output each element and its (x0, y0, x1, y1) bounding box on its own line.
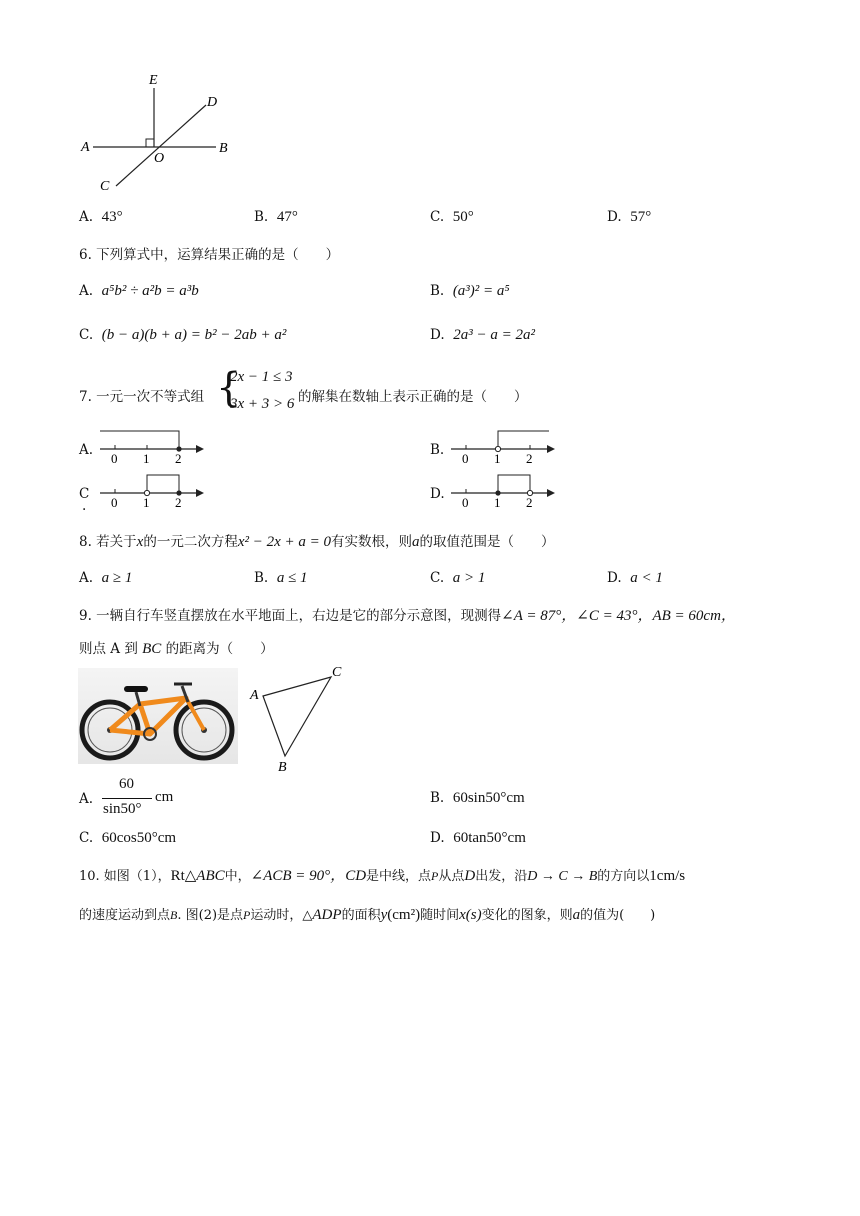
q7-number-line-b (449, 426, 559, 466)
q9-option-a-numerator: 60 (119, 776, 134, 792)
geometry-figure-lines (78, 70, 248, 195)
q7-option-c-dot: . (82, 498, 87, 514)
solution-bracket (498, 431, 549, 449)
q5-option-d: D. 57° (607, 209, 652, 225)
q5-option-a: A. 43° (79, 209, 123, 225)
q7-number-line-a (98, 426, 208, 466)
tick-label-0: 0 (462, 451, 469, 466)
label-O: O (154, 151, 165, 166)
q6-option-c: C. (b − a)(b + a) = b² − 2ab + a² (79, 327, 287, 343)
label-B: B (219, 141, 228, 156)
solution-bracket (147, 475, 179, 493)
q9-option-d: D. 60tan50°cm (430, 830, 526, 846)
q7-inequality-1: 2x − 1 ≤ 3 (230, 369, 293, 385)
solution-bracket (100, 431, 179, 449)
q7-number-line-d (449, 470, 559, 510)
axis-arrow (196, 489, 204, 497)
axis-arrow (547, 489, 555, 497)
q10-line1: 10. 如图（1），Rt△ABC中，∠ACB = 90°，CD是中线，点P从点D出发，沿D → C → B的方向以1cm/s (79, 868, 686, 884)
tick-label-1: 1 (494, 495, 501, 510)
q9-option-a-letter: A. (79, 791, 94, 807)
q9-stem-line1: 9. 一辆自行车竖直摆放在水平地面上，右边是它的部分示意图，现测得∠A = 87°，∠C = 43°，AB = 60cm， (79, 608, 736, 624)
q9-stem-line2: 则点 A 到 BC 的距离为（ ） (79, 641, 274, 657)
tick-label-2: 2 (175, 495, 182, 510)
tick-label-1: 1 (143, 495, 150, 510)
axis-arrow (547, 445, 555, 453)
label-E: E (149, 73, 158, 88)
label-A: A (250, 688, 259, 703)
tick-label-2: 2 (175, 451, 182, 466)
tick-label-1: 1 (494, 451, 501, 466)
bicycle-icon (78, 668, 238, 764)
q6-stem: 6. 下列算式中，运算结果正确的是（ ） (79, 247, 340, 263)
q7-stem-post: 的解集在数轴上表示正确的是（ ） (298, 389, 528, 405)
q8-stem: 8. 若关于x的一元二次方程x² − 2x + a = 0有实数根，则a的取值范围是（ ） (79, 534, 555, 550)
q6-option-b: B. (a³)² = a⁵ (430, 283, 510, 299)
q6-option-d: D. 2a³ − a = 2a² (430, 327, 535, 343)
q7-stem-pre: 7. 一元一次不等式组 (79, 389, 205, 405)
q8-option-b: B. a ≤ 1 (254, 570, 308, 586)
tick-label-1: 1 (143, 451, 150, 466)
q6-option-a: A. a⁵b² ÷ a²b = a³b (79, 283, 199, 299)
bicycle-photo (78, 668, 238, 764)
q7-option-c-letter: C (79, 486, 90, 502)
axis-arrow (196, 445, 204, 453)
q9-option-c: C. 60cos50°cm (79, 830, 177, 846)
tick-label-0: 0 (111, 451, 118, 466)
system-brace: { (216, 365, 242, 411)
triangle-figure (245, 660, 355, 775)
label-C: C (100, 179, 110, 194)
q5-option-c: C. 50° (430, 209, 474, 225)
triangle-ABC (263, 677, 331, 756)
fraction-bar (102, 798, 152, 799)
label-D: D (207, 95, 218, 110)
q8-option-d: D. a < 1 (607, 570, 663, 586)
q10-line2: 的速度运动到点B. 图(2)是点P运动时，△ADP的面积y(cm²)随时间x(s)变化的图象，则a的值为( ) (79, 907, 656, 923)
q7-inequality-2: 3x + 3 > 6 (230, 396, 295, 412)
q7-option-d-letter: D. (430, 486, 445, 502)
label-C: C (332, 665, 342, 680)
right-angle-mark (146, 139, 154, 147)
label-B: B (278, 760, 287, 775)
tick-label-2: 2 (526, 495, 533, 510)
q9-option-a-denominator: sin50° (103, 801, 142, 817)
tick-label-2: 2 (526, 451, 533, 466)
q8-option-c: C. a > 1 (430, 570, 486, 586)
q9-option-b: B. 60sin50°cm (430, 790, 525, 806)
solution-bracket (498, 475, 530, 493)
q8-option-a: A. a ≥ 1 (79, 570, 133, 586)
label-A: A (81, 140, 90, 155)
q7-option-a-letter: A. (79, 442, 94, 458)
q7-option-b-letter: B. (430, 442, 445, 458)
tick-label-0: 0 (462, 495, 469, 510)
q5-option-b: B. 47° (254, 209, 298, 225)
q9-option-a-unit: cm (155, 789, 174, 805)
line-CD (116, 105, 206, 186)
tick-label-0: 0 (111, 495, 118, 510)
q7-number-line-c (98, 470, 208, 510)
